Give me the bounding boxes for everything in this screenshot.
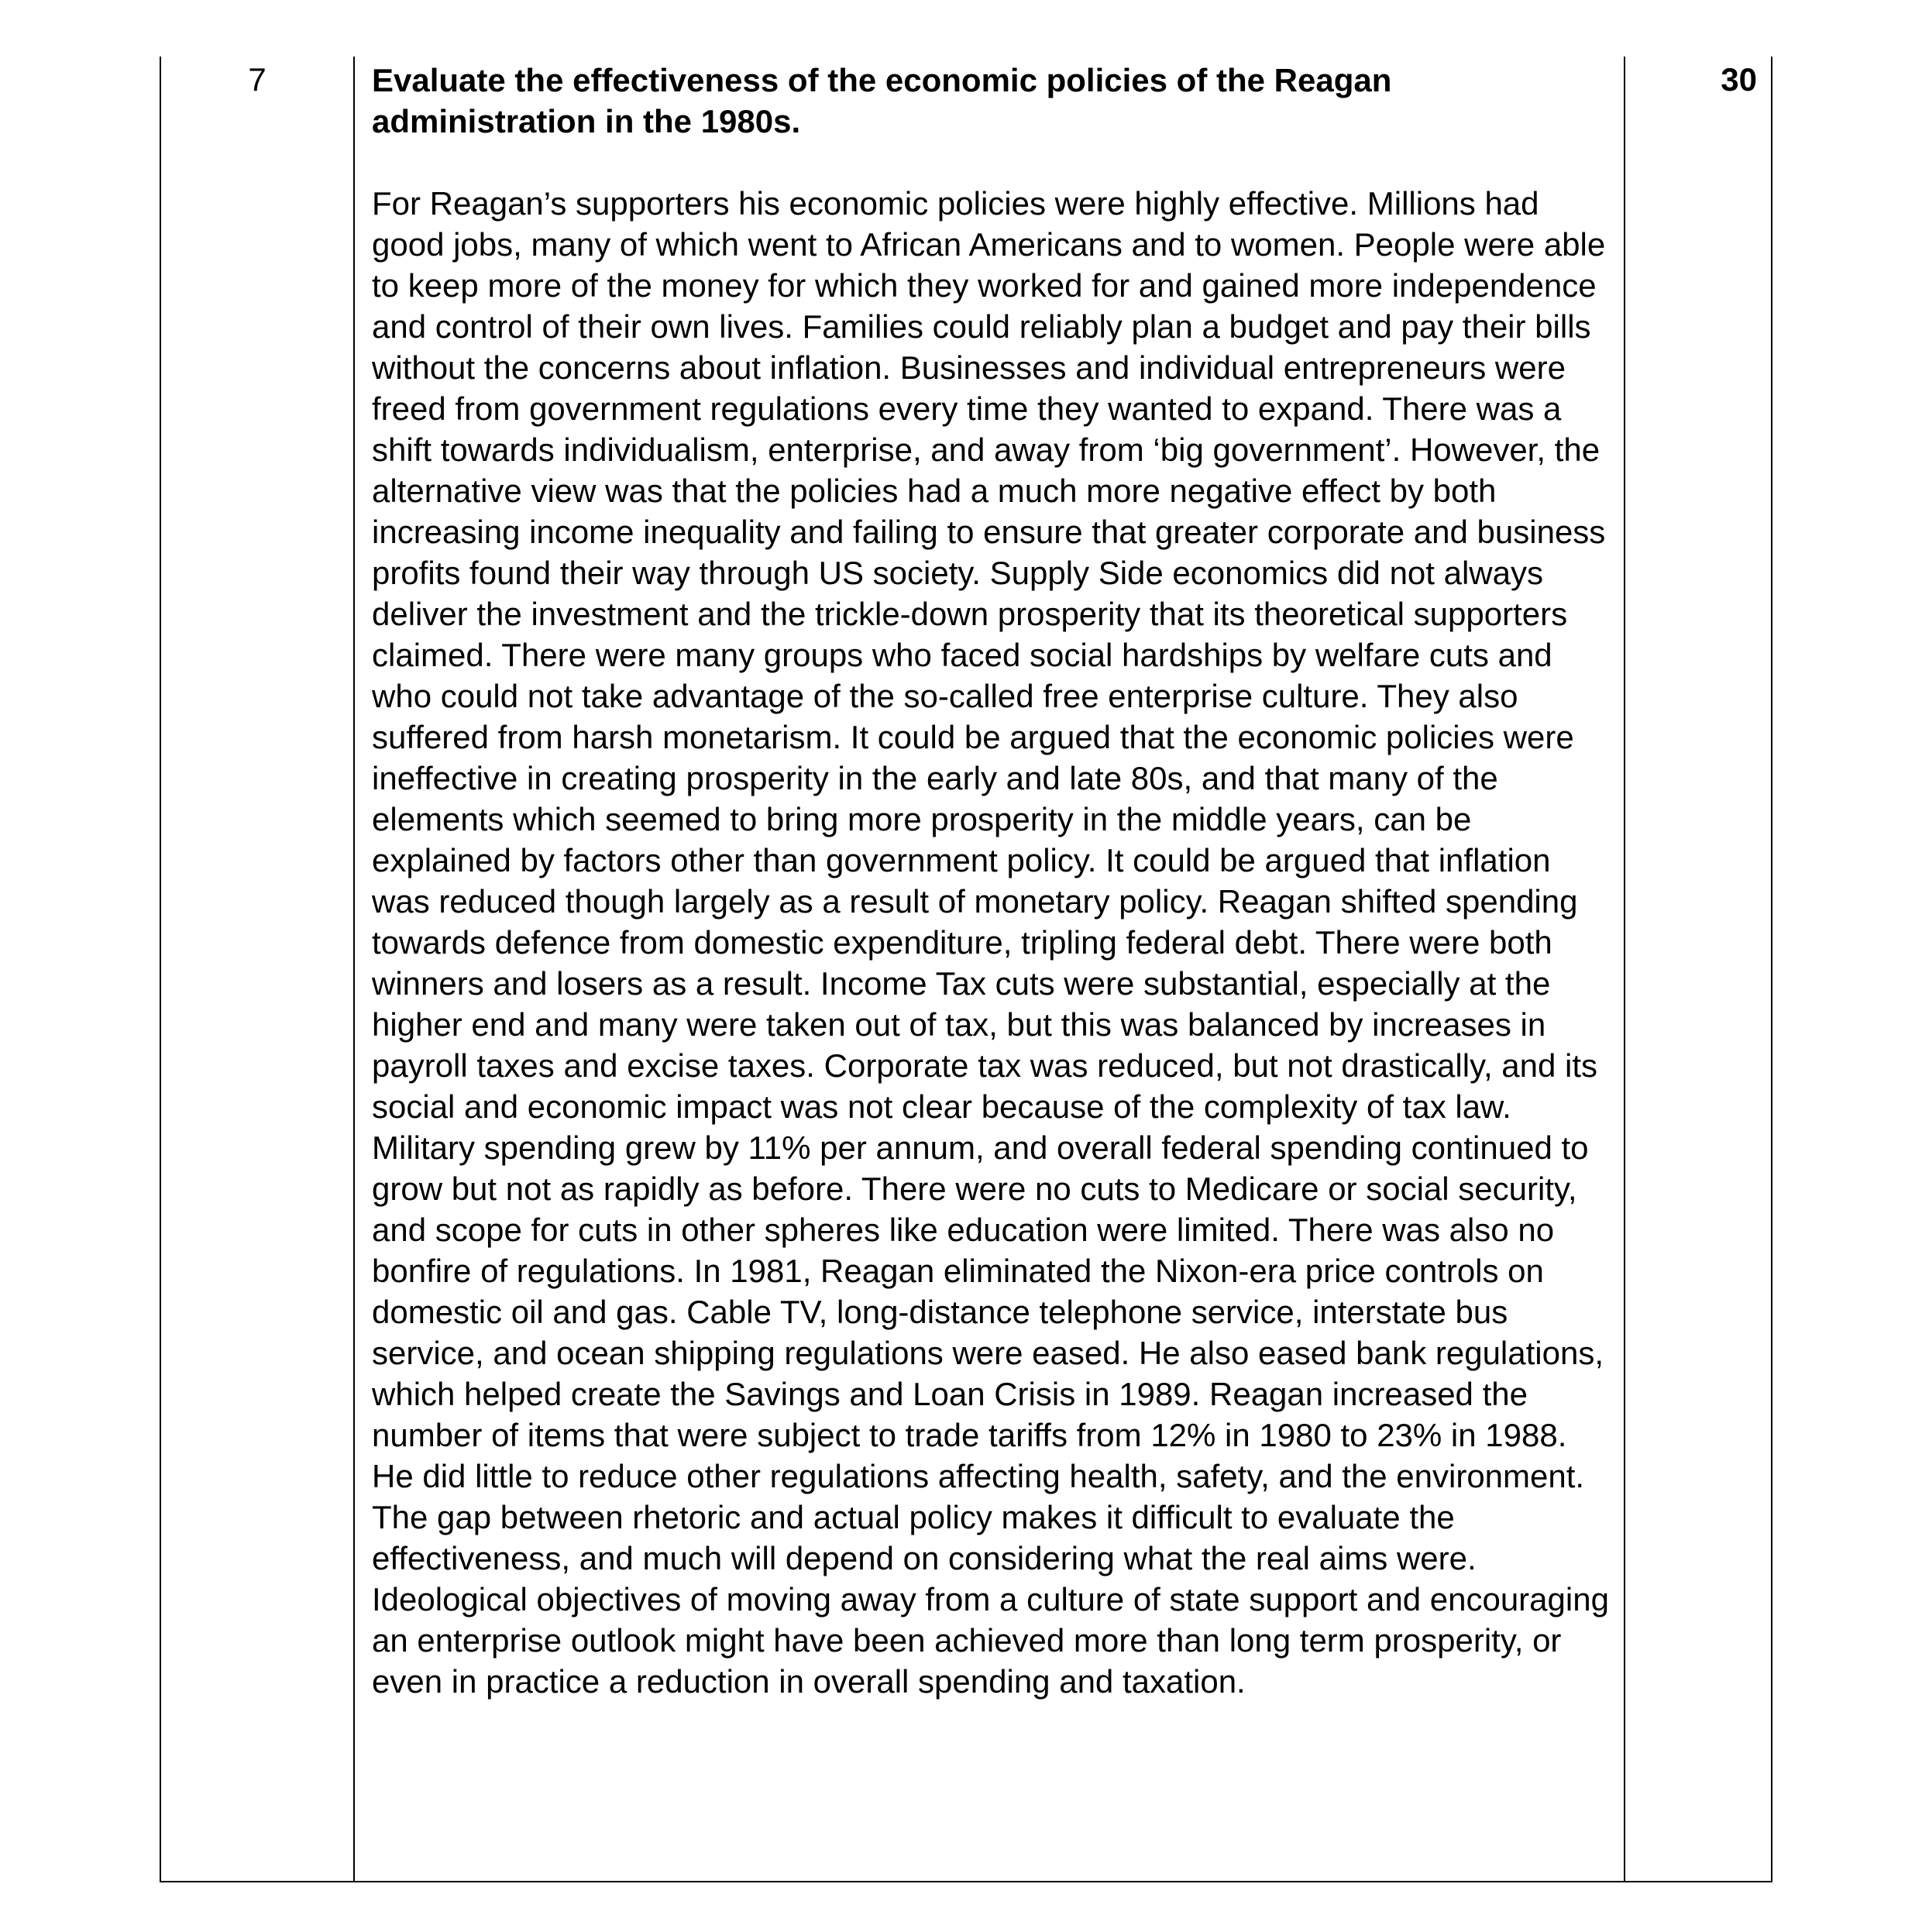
mark-scheme-table — [160, 57, 1772, 1882]
question-marks: 30 — [1721, 61, 1757, 98]
indicative-content: For Reagan’s supporters his economic policies were highly effective. Millions had good jobs, many of which went to African Americans and to women. People were able to keep more of the money for which they worked for and gained more independence and control of their own lives. Families could reliably plan a budget and pay their bills without the concerns about inflation. Businesses and individual entrepreneurs were freed from government regulations every time they wanted to expand. There was a shift towards individualism, enterprise, and away from ‘big government’. However, the alternative view was that the policies had a much more negative effect by both increasing income inequality and failing to ensure that greater corporate and business profits found their way through US society. Supply Side economics did not always deliver the investment and the trickle-down prosperity that its theoretical supporters claimed. There were many groups who faced social hardships by welfare cuts and who could not take advantage of the so-called free enterprise culture. They also suffered from harsh monetarism. It could be argued that the economic policies were ineffective in creating prosperity in the early and late 80s, and that many of the elements which seemed to bring more prosperity in the middle years, can be explained by factors other than government policy. It could be argued that inflation was reduced though largely as a result of monetary policy. Reagan shifted spending towards defence from domestic expenditure, tripling federal debt. There were both winners and losers as a result. Income Tax cuts were substantial, especially at the higher end and many were taken out of tax, but this was balanced by increases in payroll taxes and excise taxes. Corporate tax was reduced, but not drastically, and its social and economic impact was not clear because of the complexity of tax law. Military spending grew by 11% per annum, and overall federal spending continued to grow but not as rapidly as before. There were no cuts to Medicare or social security, and scope for cuts in other spheres like education were limited. There was also no bonfire of regulations. In 1981, Reagan eliminated the Nixon-era price controls on domestic oil and gas. Cable TV, long-distance telephone service, interstate bus service, and ocean shipping regulations were eased. He also eased bank regulations, which helped create the Savings and Loan Crisis in 1989. Reagan increased the number of items that were subject to trade tariffs from 12% in 1980 to 23% in 1988. He did little to reduce other regulations affecting health, safety, and the environment. The gap between rhetoric and actual policy makes it difficult to evaluate the effectiveness, and much will depend on considering what the real aims were. Ideological objectives of moving away from a culture of state support and encouraging an enterprise outlook might have been achieved more than long term prosperity, or even in practice a reduction in overall spending and taxation. — [372, 185, 1609, 1700]
question-title: Evaluate the effectiveness of the economic policies of the Reagan administration in the 1980s. — [372, 62, 1392, 139]
column-divider — [353, 57, 355, 1881]
column-divider — [1624, 57, 1625, 1881]
question-content — [372, 60, 1616, 1702]
question-number: 7 — [248, 61, 266, 98]
